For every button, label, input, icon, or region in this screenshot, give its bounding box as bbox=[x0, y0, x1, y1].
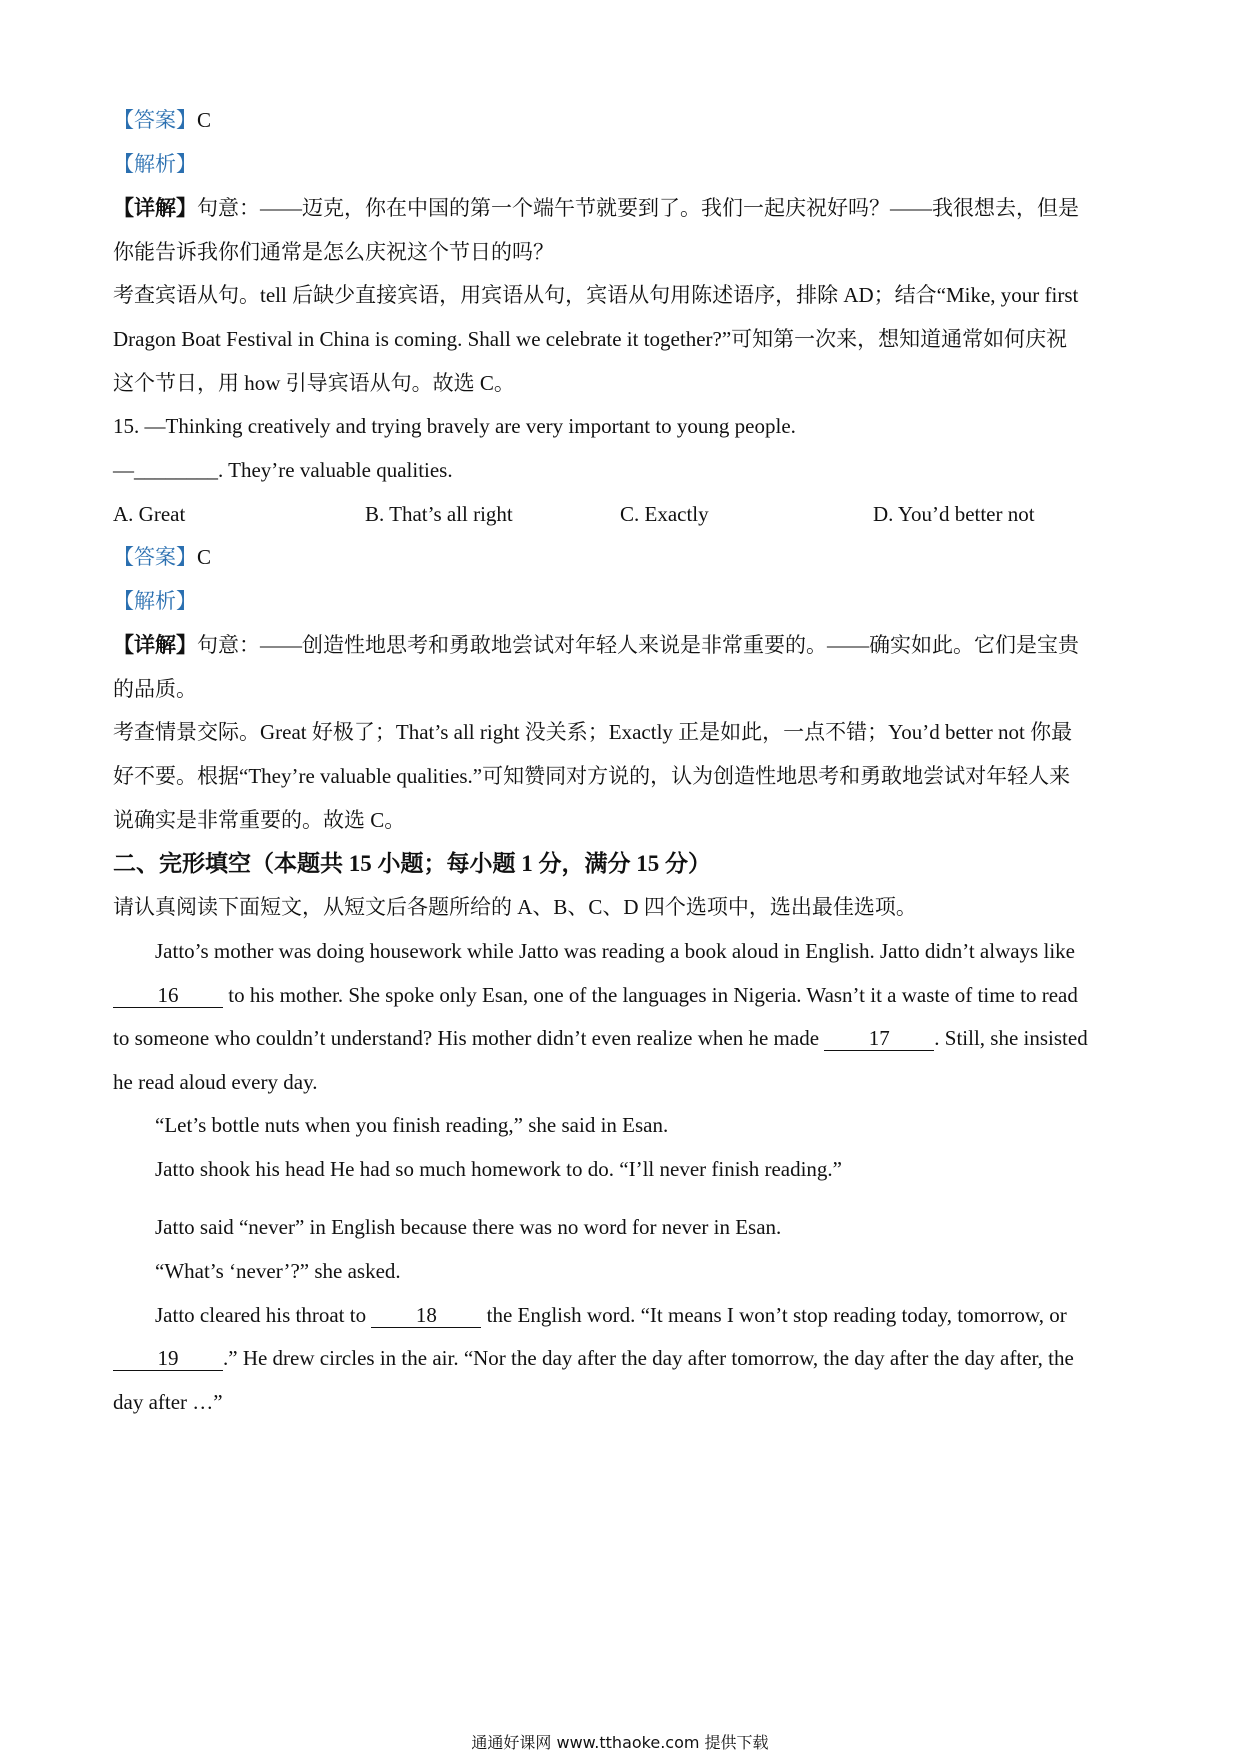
answer-value: C bbox=[197, 108, 212, 132]
q14-analysis-tag: 【解析】 bbox=[113, 152, 197, 176]
passage-p3: Jatto shook his head He had so much homework to do. “I’ll never finish reading.” bbox=[155, 1157, 843, 1181]
page-footer: 通通好课网 www.tthaoke.com 提供下载 bbox=[471, 1733, 769, 1752]
detail-tag: 【详解】 bbox=[113, 633, 197, 657]
passage-text: .” He drew circles in the air. “Nor the day after the day after tomorrow, the day after the day after, the bbox=[223, 1346, 1074, 1370]
passage-p5: “What’s ‘never’?” she asked. bbox=[155, 1259, 401, 1283]
q14-explanation-line-1: 考查宾语从句。tell 后缺少直接宾语，用宾语从句，宾语从句用陈述语序，排除 AD；结合“Mike, your first bbox=[113, 283, 1079, 307]
q14-detail-line-2: 你能告诉我你们通常是怎么庆祝这个节日的吗？ bbox=[113, 240, 554, 264]
cloze-blank-16: 16 bbox=[113, 983, 223, 1008]
passage-text: . Still, she insisted bbox=[934, 1026, 1088, 1050]
answer-tag: 【答案】 bbox=[113, 545, 197, 569]
q15-explanation-line-2: 好不要。根据“They’re valuable qualities.”可知赞同对方说的，认为创造性地思考和勇敢地尝试对年轻人来 bbox=[113, 764, 1071, 788]
detail-tag: 【详解】 bbox=[113, 196, 197, 220]
reply-text: . They’re valuable qualities. bbox=[218, 458, 453, 482]
cloze-blank-19: 19 bbox=[113, 1346, 223, 1371]
passage-p1-line-4: he read aloud every day. bbox=[113, 1070, 318, 1094]
answer-tag: 【答案】 bbox=[113, 108, 197, 132]
q15-analysis-tag: 【解析】 bbox=[113, 589, 197, 613]
section-instruction: 请认真阅读下面短文，从短文后各题所给的 A、B、C、D 四个选项中，选出最佳选项。 bbox=[113, 895, 917, 919]
section-heading: 二、完形填空（本题共 15 小题；每小题 1 分，满分 15 分） bbox=[113, 851, 711, 876]
q15-reply bbox=[113, 456, 453, 484]
cloze-blank-18: 18 bbox=[371, 1303, 481, 1328]
q14-explanation-line-2: Dragon Boat Festival in China is coming. Shall we celebrate it together?”可知第一次来，想知道通常如何庆祝 bbox=[113, 327, 1068, 351]
passage-p2: “Let’s bottle nuts when you finish reading,” she said in Esan. bbox=[155, 1113, 669, 1137]
passage-p6-line-1 bbox=[155, 1301, 1067, 1329]
passage-p1-line-3 bbox=[113, 1024, 1088, 1052]
answer-value: C bbox=[197, 545, 212, 569]
q15-option-a: A. Great bbox=[113, 502, 186, 526]
detail-text: 句意：——创造性地思考和勇敢地尝试对年轻人来说是非常重要的。——确实如此。它们是宝贵 bbox=[197, 633, 1079, 657]
q15-answer-line bbox=[113, 543, 211, 571]
passage-p1-line-2 bbox=[113, 981, 1078, 1009]
passage-text: to someone who couldn’t understand? His mother didn’t even realize when he made bbox=[113, 1026, 825, 1050]
passage-p1-line-1: Jatto’s mother was doing housework while Jatto was reading a book aloud in English. Jatto didn’t always like bbox=[155, 939, 1075, 963]
q14-answer-line bbox=[113, 106, 211, 134]
cloze-blank-17: 17 bbox=[824, 1026, 934, 1051]
q15-option-d: D. You’d better not bbox=[873, 502, 1035, 526]
q15-explanation-line-3: 说确实是非常重要的。故选 C。 bbox=[113, 808, 406, 832]
passage-p6-line-3: day after …” bbox=[113, 1390, 223, 1414]
q15-explanation-line-1: 考查情景交际。Great 好极了；That’s all right 没关系；Exactly 正是如此，一点不错；You’d better not 你最 bbox=[113, 720, 1073, 744]
passage-text: Jatto cleared his throat to bbox=[155, 1303, 372, 1327]
reply-dash: — bbox=[113, 458, 134, 482]
detail-text: 句意：——迈克，你在中国的第一个端午节就要到了。我们一起庆祝好吗？——我很想去，但是 bbox=[197, 196, 1079, 220]
q15-stem: 15. —Thinking creatively and trying bravely are very important to young people. bbox=[113, 414, 796, 438]
passage-p6-line-2 bbox=[113, 1344, 1074, 1372]
passage-text: the English word. “It means I won’t stop reading today, tomorrow, or bbox=[481, 1303, 1067, 1327]
reply-blank: ________ bbox=[134, 458, 218, 482]
q15-detail-line-1 bbox=[113, 631, 1079, 659]
passage-p4: Jatto said “never” in English because there was no word for never in Esan. bbox=[155, 1215, 782, 1239]
q15-option-b: B. That’s all right bbox=[365, 502, 513, 526]
passage-text: to his mother. She spoke only Esan, one of the languages in Nigeria. Wasn’t it a waste of time to read bbox=[223, 983, 1078, 1007]
q15-option-c: C. Exactly bbox=[620, 502, 709, 526]
q14-explanation-line-3: 这个节日，用 how 引导宾语从句。故选 C。 bbox=[113, 371, 515, 395]
q14-detail-line-1 bbox=[113, 194, 1079, 222]
q15-detail-line-2: 的品质。 bbox=[113, 677, 197, 701]
